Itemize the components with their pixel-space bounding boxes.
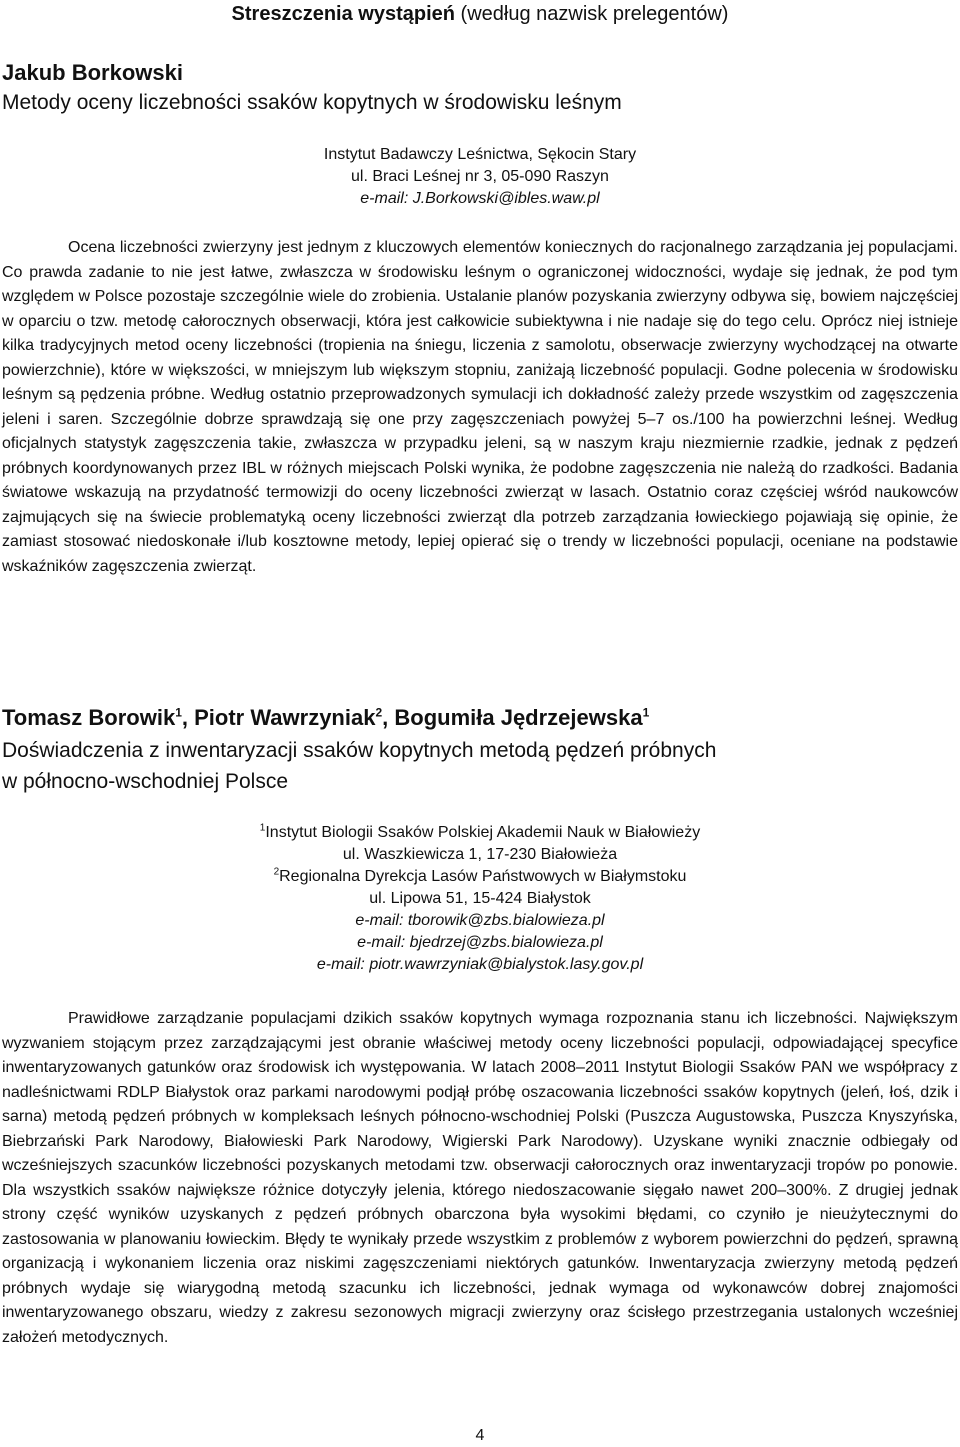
article2-author-name: Bogumiła Jędrzejewska [394, 705, 643, 730]
article2-authors [2, 704, 649, 732]
article1-affiliation [0, 144, 960, 210]
page-number: 4 [475, 1427, 485, 1444]
article2-institute1 [0, 822, 960, 844]
article2-email3: e-mail: piotr.wawrzyniak@bialystok.lasy.gov.pl [316, 956, 644, 973]
article2-email1: e-mail: tborowik@zbs.bialowieza.pl [355, 912, 605, 929]
affiliation-sup-2: 2 [273, 866, 280, 878]
article2-title-line1: Doświadczenia z inwentaryzacji ssaków kopytnych metodą pędzeń próbnych [2, 739, 717, 762]
article2-author-name: Piotr Wawrzyniak [194, 705, 376, 730]
affiliation-sup-1: 1 [259, 822, 266, 834]
article2-address2: ul. Lipowa 51, 15-424 Białystok [369, 890, 591, 907]
article2-abstract: Prawidłowe zarządzanie populacjami dzikich ssaków kopytnych wymaga rozpoznania stanu ich liczebności. Największym wyzwaniem stojącym przez zarządzającymi jest obranie właściwej metody oceny liczebności populacji, odpowiadającej specyfice inwentaryzowanych gatunków oraz środowisk ich występowania. W latach 2008–2011 Instytut Biologii Ssaków PAN we współpracy z nadleśnictwami RDLP Białystok oraz parkami narodowymi podjął próbę oszacowania liczebności ssaków kopytnych (jeleń, łoś, dzik i sarna) metodą pędzeń próbnych w kompleksach leśnych północno-wschodniej Polski (Puszcza Augustowska, Puszcza Knyszyńska, Biebrzański Park Narodowy, Białowieski Park Narodowy, Wigierski Park Narodowy). Uzyskane wyniki znacznie odbiegały od wcześniejszych szacunków liczebności pozyskanych metodami tzw. obserwacji całorocznych oraz inwentaryzacji tropów po ponowie. Dla wszystkich ssaków największe różnice dotyczyły jelenia, którego niedoszacowanie sięgało nawet 200–300%. Z drugiej jednak strony część wyników uzyskanych z pędzeń próbnych obarczona była wysokimi błędami, co czyniło je nieużytecznymi do zastosowania w planowaniu łowieckim. Błędy te wynikały przede wszystkim z problemów z wyborem powierzchni do pędzeń, sprawną organizacją i wykonaniem liczenia oraz niskimi zagęszczeniami niektórych gatunków. Inwentaryzacja zwierzyny metodą pędzeń próbnych wydaje się wiarygodną metodą szacunku ich liczebności, jednak wymaga od wykonawców dobrej znajomości inwentaryzowanego obszaru, wiedzy z zakresu sezonowych migracji zwierzyny oraz ścisłego przestrzegania ustalonych wcześniej założeń metodycznych. [2, 1010, 958, 1346]
article2-author-name: Tomasz Borowik [2, 705, 176, 730]
article1-institute: Instytut Badawczy Leśnictwa, Sękocin Stary [323, 146, 637, 163]
section-header-rest: (według nazwisk prelegentów) [454, 3, 729, 25]
article2-author-sep: , [382, 705, 395, 730]
article2-author-sup: 2 [375, 705, 383, 720]
article1-address: ul. Braci Leśnej nr 3, 05-090 Raszyn [351, 168, 609, 185]
article2-title-line2: w północno-wschodniej Polsce [2, 770, 288, 793]
article2-affiliation [0, 822, 960, 976]
article1-abstract: Ocena liczebności zwierzyny jest jednym z kluczowych elementów koniecznych do racjonalnego zarządzania jej populacjami. Co prawda zadanie to nie jest łatwe, zwłaszcza w środowisku leśnym o ograniczonej widoczności, wydaje się jednak, że pod tym względem w Polsce pozostaje szczególnie wiele do zrobienia. Ustalanie planów pozyskania zwierzyny odbywa się, bowiem najczęściej w oparciu o tzw. metodę całorocznych obserwacji, która jest całkowicie subiektywna i nie nadaje się do tego celu. Oprócz niej istnieje kilka tradycyjnych metod oceny liczebności (tropienia na śniegu, liczenia z samolotu, obserwacje zwierzyny wychodzącej na otwarte powierzchnie), które w większości, w mniejszym lub większym stopniu, zaniżają liczebność populacji. Godne polecenia w środowisku leśnym są pędzenia próbne. Według ostatnio przeprowadzonych symulacji ich dokładność zależy przede wszystkim od zagęszczenia jeleni i saren. Szczególnie dobrze sprawdzają się one przy zagęszczeniach powyżej 5–7 os./100 ha powierzchni leśnej. Według oficjalnych statystyk zagęszczenia takie, zwłaszcza w przypadku jeleni, są w naszym kraju niezmiernie rzadkie, jednak z pędzeń próbnych koordynowanych przez IBL w różnych miejscach Polski wynika, że podobne zagęszczenia nie należą do rzadkości. Badania światowe wskazują na przydatność termowizji do oceny liczebności zwierząt w lasach. Ostatnio coraz częściej wśród naukowców zajmujących się na świecie problematyką oceny liczebności zwierząt dla potrzeb zarządzania łowieckiego pojawiają się opinie, że zamiast stosować niedoskonałe i/lub kosztowne metody, lepiej opierać się o trendy w liczebności populacji, oceniane na podstawie wskaźników zagęszczenia zwierząt. [2, 239, 958, 575]
section-header-bold: Streszczenia wystąpień [231, 3, 455, 25]
article1-title: Metody oceny liczebności ssaków kopytnych w środowisku leśnym [2, 91, 622, 114]
article2-institute2 [0, 866, 960, 888]
article1-author: Jakub Borkowski [2, 60, 183, 85]
article2-email2: e-mail: bjedrzej@zbs.bialowieza.pl [357, 934, 603, 951]
section-header [0, 2, 960, 26]
article1-email: e-mail: J.Borkowski@ibles.waw.pl [360, 190, 600, 207]
article2-author-sep: , [181, 705, 195, 730]
article2-author-sup: 1 [642, 705, 650, 720]
article2-author-sup: 1 [175, 705, 182, 720]
institute1-text: Instytut Biologii Ssaków Polskiej Akademii Nauk w Białowieży [265, 824, 701, 841]
institute2-text: Regionalna Dyrekcja Lasów Państwowych w Białymstoku [279, 868, 687, 885]
article2-title [2, 735, 942, 797]
article2-address1: ul. Waszkiewicza 1, 17-230 Białowieża [342, 846, 618, 863]
